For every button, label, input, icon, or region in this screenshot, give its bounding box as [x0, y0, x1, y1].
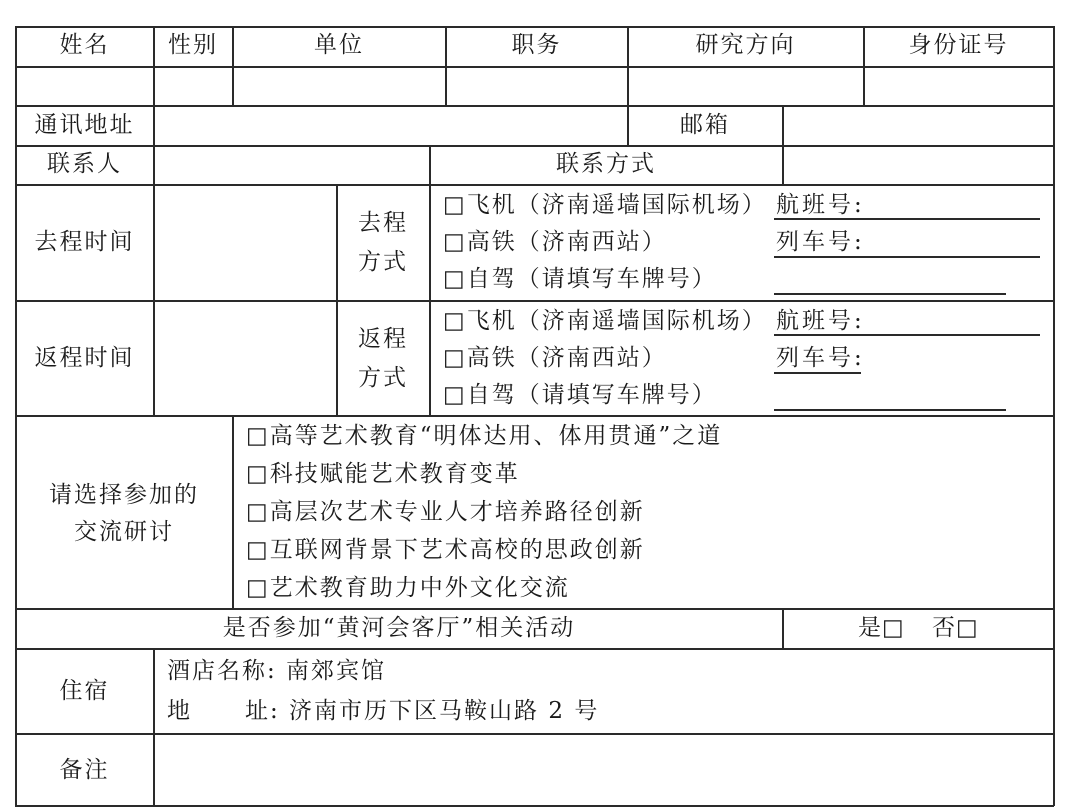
return-option-train[interactable]: □高铁（济南西站） — [443, 345, 667, 371]
forum-option[interactable]: □高层次艺术专业人才培养路径创新 — [246, 499, 645, 525]
departure-flight-line[interactable] — [774, 218, 1040, 220]
col-line — [232, 415, 234, 609]
research-cell[interactable] — [629, 68, 862, 104]
forum-option[interactable]: □互联网背景下艺术高校的思政创新 — [246, 537, 645, 563]
return-time-label: 返程时间 — [34, 345, 135, 371]
return-train-line[interactable] — [774, 372, 861, 374]
departure-time-cell[interactable] — [155, 186, 335, 299]
border-top — [15, 26, 1054, 28]
return-car-line[interactable] — [774, 409, 1006, 411]
departure-train-label: 列车号: — [776, 229, 865, 255]
header-id-number: 身份证号 — [908, 32, 1009, 58]
address-label: 通讯地址 — [34, 112, 135, 138]
hotel-name: 酒店名称: 南郊宾馆 — [167, 658, 387, 684]
unit-cell[interactable] — [234, 68, 444, 104]
remarks-cell[interactable] — [155, 735, 1052, 804]
forum-option[interactable]: □艺术教育助力中外文化交流 — [246, 575, 570, 601]
header-position: 职务 — [511, 32, 562, 58]
return-option-car[interactable]: □自驾（请填写车牌号） — [443, 382, 717, 408]
hotel-address-key: 地 — [167, 698, 192, 724]
row-line — [15, 415, 1054, 417]
departure-train-line[interactable] — [774, 256, 1040, 258]
name-cell[interactable] — [17, 68, 152, 104]
return-option-plane[interactable]: □飞机（济南遥墙国际机场） — [443, 308, 767, 334]
departure-option-train[interactable]: □高铁（济南西站） — [443, 229, 667, 255]
header-gender: 性别 — [168, 32, 218, 58]
remarks-label: 备注 — [59, 757, 110, 783]
email-cell[interactable] — [784, 107, 1052, 144]
border-bottom — [15, 805, 1054, 807]
contact-person-label: 联系人 — [47, 151, 122, 177]
activity-no-checkbox[interactable]: 否□ — [932, 615, 979, 641]
return-flight-line[interactable] — [774, 334, 1040, 336]
return-mode-label-2: 方式 — [358, 365, 408, 391]
departure-option-car[interactable]: □自驾（请填写车牌号） — [443, 266, 717, 292]
forum-option[interactable]: □高等艺术教育“明体达用、体用贯通”之道 — [246, 423, 723, 449]
activity-question: 是否参加“黄河会客厅”相关活动 — [222, 615, 576, 641]
gender-cell[interactable] — [155, 68, 231, 104]
forum-label-1: 请选择参加的 — [49, 482, 199, 508]
row-line — [15, 648, 1054, 650]
header-research: 研究方向 — [695, 32, 796, 58]
header-name: 姓名 — [59, 32, 110, 58]
address-cell[interactable] — [155, 107, 626, 144]
departure-time-label: 去程时间 — [34, 229, 135, 255]
activity-yes-checkbox[interactable]: 是□ — [858, 615, 905, 641]
contact-method-label: 联系方式 — [556, 151, 656, 177]
departure-car-line[interactable] — [774, 293, 1006, 295]
departure-option-plane[interactable]: □飞机（济南遥墙国际机场） — [443, 192, 767, 218]
hotel-address: 址: 济南市历下区马鞍山路 2 号 — [245, 698, 600, 724]
return-train-label: 列车号: — [776, 345, 865, 371]
email-label: 邮箱 — [680, 112, 730, 138]
departure-mode-label-2: 方式 — [358, 249, 408, 275]
departure-mode-label-1: 去程 — [358, 210, 408, 236]
return-time-cell[interactable] — [155, 302, 335, 414]
position-cell[interactable] — [447, 68, 626, 104]
row-line — [15, 608, 1054, 610]
contact-person-cell[interactable] — [155, 147, 428, 183]
return-mode-label-1: 返程 — [358, 326, 408, 352]
forum-label-2: 交流研讨 — [74, 519, 174, 545]
id-number-cell[interactable] — [865, 68, 1052, 104]
departure-flight-label: 航班号: — [776, 192, 865, 218]
return-flight-label: 航班号: — [776, 308, 865, 334]
header-unit: 单位 — [314, 32, 364, 58]
border-right — [1053, 26, 1055, 806]
lodging-label: 住宿 — [59, 678, 110, 704]
forum-option[interactable]: □科技赋能艺术教育变革 — [246, 461, 520, 487]
contact-method-cell[interactable] — [784, 147, 1052, 183]
